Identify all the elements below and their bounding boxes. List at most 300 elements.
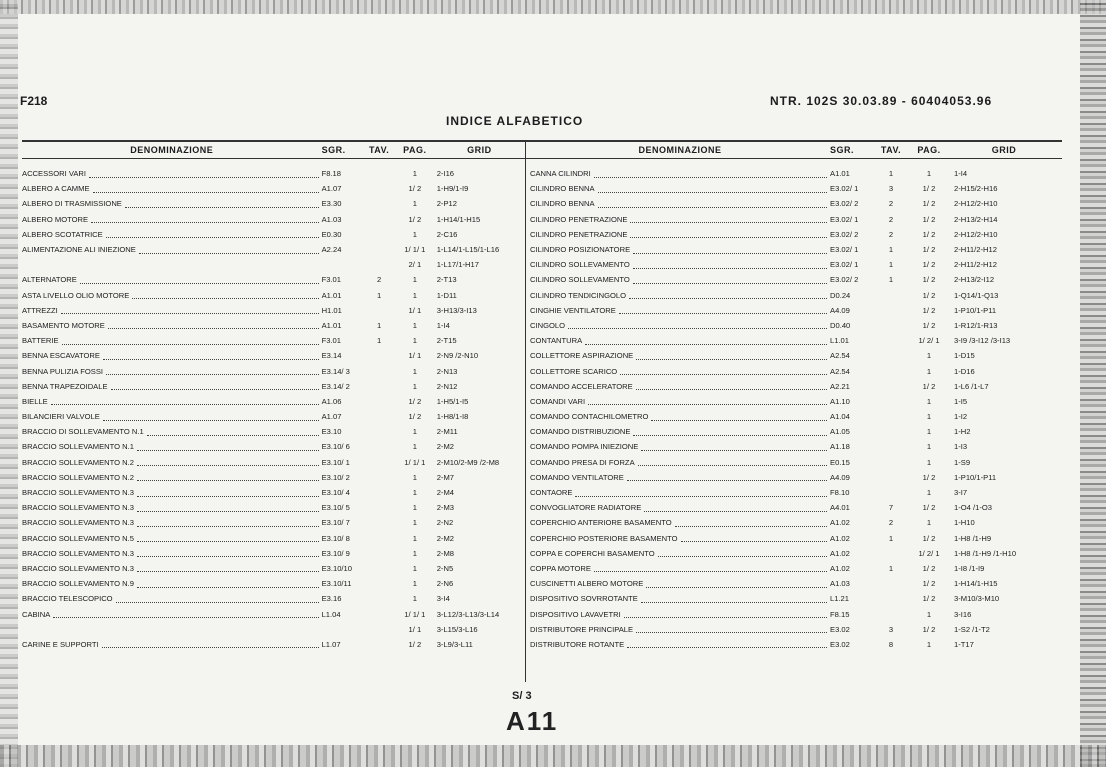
part-name: COPPA MOTORE [530, 563, 591, 573]
index-row [22, 500, 522, 515]
part-name: BRACCIO SOLLEVAMENTO N.3 [22, 548, 134, 558]
grid-ref: 2-H11/2-H12 [954, 245, 997, 255]
index-row [22, 227, 522, 242]
part-name: BENNA ESCAVATORE [22, 351, 100, 361]
dot-leader [594, 170, 827, 178]
part-name-cell [22, 488, 322, 497]
grid-ref: 1-L14/1-L15/1-L16 [436, 245, 500, 255]
part-name: COPERCHIO POSTERIORE BASAMENTO [530, 533, 678, 543]
page-ref: 1 [412, 275, 417, 285]
page-ref: 1/ 2 [922, 290, 936, 300]
dot-leader [116, 595, 319, 603]
part-name: ALTERNATORE [22, 275, 77, 285]
page-ref: 1/ 2 [922, 381, 936, 391]
part-name: COPERCHIO ANTERIORE BASAMENTO [530, 518, 672, 528]
index-row [530, 515, 1060, 530]
part-name-cell [530, 427, 830, 436]
part-name-cell [530, 549, 830, 558]
index-row [530, 591, 1060, 606]
group-code: E3.10/ 2 [321, 472, 350, 482]
index-row [22, 394, 522, 409]
part-name: BILANCIERI VALVOLE [22, 412, 100, 422]
grid-ref: 2-T13 [436, 275, 457, 285]
grid-ref: 1-I2 [954, 412, 968, 422]
document-reference: NTR. 102S 30.03.89 - 60404053.96 [770, 94, 993, 108]
part-name-cell [22, 351, 322, 360]
table-number: 1 [888, 169, 894, 179]
index-row [22, 424, 522, 439]
group-code: F3.01 [321, 275, 341, 285]
header-sgr: SGR. [830, 145, 855, 155]
grid-ref: 3-L12/3-L13/3-L14 [436, 609, 500, 619]
grid-ref: 2-M2 [436, 533, 455, 543]
header-tav: TAV. [880, 145, 902, 155]
group-code: E3.30 [321, 199, 342, 209]
index-row [22, 333, 522, 348]
page-ref: 1 [926, 442, 932, 452]
dot-leader [139, 246, 319, 254]
header-grid: GRID [991, 145, 1017, 155]
group-code: A1.01 [321, 290, 342, 300]
page-ref: 1 [412, 472, 417, 482]
grid-ref: 2-M11 [436, 427, 458, 437]
table-number: 1 [888, 563, 894, 573]
page-ref: 1/ 2 [922, 579, 936, 589]
dot-leader [137, 443, 319, 451]
page-ref: 1/ 2 [922, 320, 936, 330]
dot-leader [137, 580, 319, 588]
page-ref: 1 [412, 518, 417, 528]
index-row [530, 500, 1060, 515]
dot-leader [636, 625, 827, 633]
page-ref: 1 [412, 290, 417, 300]
page-ref: 1 [412, 548, 417, 558]
group-code: E3.02/ 1 [830, 260, 859, 270]
part-name: CABINA [22, 609, 51, 619]
group-code: E3.02/ 2 [830, 199, 859, 209]
page-title: INDICE ALFABETICO [446, 114, 584, 128]
grid-ref: 1-P10/1-P11 [954, 305, 997, 315]
dot-leader [636, 352, 827, 360]
page-ref: 1 [926, 488, 932, 498]
part-name-cell [22, 291, 322, 300]
table-number: 1 [888, 245, 894, 255]
grid-ref: 2-N5 [436, 563, 454, 573]
dot-leader [627, 640, 827, 648]
dot-leader [51, 397, 319, 405]
dot-leader [103, 352, 319, 360]
page-ref: 1 [926, 351, 932, 361]
grid-ref: 1-D11 [436, 290, 457, 300]
grid-ref: 1-H5/1-I5 [436, 396, 469, 406]
group-code: E3.10/ 6 [321, 442, 350, 452]
dot-leader [633, 246, 827, 254]
dot-leader [620, 367, 827, 375]
table-number: 1 [888, 260, 894, 270]
page-ref: 1 [412, 336, 417, 346]
part-name: ALBERO MOTORE [22, 214, 89, 224]
part-name: BASAMENTO MOTORE [22, 320, 105, 330]
part-name-cell [530, 336, 830, 345]
index-row [530, 242, 1060, 257]
page-ref: 1/ 1 [408, 351, 422, 361]
table-number: 2 [888, 199, 894, 209]
part-name: BRACCIO SOLLEVAMENTO N.2 [22, 472, 134, 482]
group-code: A2.21 [830, 381, 850, 391]
page-ref: 2/ 1 [408, 260, 422, 270]
index-row [22, 242, 522, 257]
index-row [22, 257, 522, 272]
table-number: 1 [888, 533, 894, 543]
page-ref: 1 [412, 488, 417, 498]
part-name-cell [530, 564, 830, 573]
index-row [530, 257, 1060, 272]
dot-leader [627, 473, 827, 481]
grid-ref: 2-N2 [436, 518, 454, 528]
document-code: F218 [20, 94, 48, 108]
page-ref: 1/ 1 [408, 305, 422, 315]
grid-ref: 2-H12/2-H10 [954, 229, 998, 239]
group-code: A1.04 [830, 412, 850, 422]
part-name: CILINDRO PENETRAZIONE [530, 229, 628, 239]
group-code: F8.18 [321, 169, 341, 179]
part-name-cell [530, 488, 830, 497]
part-name: CONTANTURA [530, 336, 583, 346]
grid-ref: 3-L9/3-L11 [436, 639, 473, 649]
index-row [22, 196, 522, 211]
index-row [530, 394, 1060, 409]
group-code: A1.18 [830, 442, 850, 452]
index-row [22, 576, 522, 591]
dot-leader [638, 458, 827, 466]
index-left-column [22, 142, 522, 652]
right-rows [530, 166, 1060, 652]
part-name: BIELLE [22, 396, 48, 406]
table-number: 2 [377, 275, 382, 285]
grid-ref: 1-H9/1-I9 [436, 184, 469, 194]
index-row [22, 409, 522, 424]
group-code: E3.10/ 5 [321, 503, 350, 513]
grid-ref: 1-H8 /1-H9 [954, 533, 992, 543]
page-ref: 1 [926, 427, 932, 437]
part-name: BENNA TRAPEZOIDALE [22, 381, 108, 391]
index-row [22, 531, 522, 546]
group-code: A1.03 [830, 579, 850, 589]
grid-ref: 3-L15/3-L16 [436, 624, 478, 634]
dot-leader [137, 519, 319, 527]
page-ref: 1 [926, 518, 932, 528]
page-ref: 1 [412, 381, 417, 391]
grid-ref: 1-Q14/1-Q13 [954, 290, 999, 300]
part-name-cell [22, 382, 322, 391]
group-code: F8.10 [830, 488, 850, 498]
group-code: E3.10/10 [321, 563, 352, 573]
part-name-cell [530, 351, 830, 360]
dot-leader [125, 200, 319, 208]
part-name: BRACCIO SOLLEVAMENTO N.3 [22, 503, 134, 513]
dot-leader [598, 200, 827, 208]
part-name: DISPOSITIVO SOVRROTANTE [530, 594, 638, 604]
header-denominazione: DENOMINAZIONE [638, 145, 722, 155]
part-name-cell [530, 169, 830, 178]
dot-leader [630, 230, 827, 238]
part-name: CILINDRO BENNA [530, 184, 595, 194]
group-code: A1.01 [321, 320, 342, 330]
grid-ref: 3-I9 /3-I12 /3-I13 [954, 336, 1011, 346]
part-name-cell [22, 306, 322, 315]
page-ref: 1/ 2 [408, 639, 422, 649]
part-name: BRACCIO SOLLEVAMENTO N.9 [22, 579, 134, 589]
part-name-cell [22, 458, 322, 467]
dot-leader [103, 413, 319, 421]
group-code: L1.07 [321, 639, 341, 649]
dot-leader [675, 519, 827, 527]
page-ref: 1/ 2 [922, 199, 936, 209]
page-ref: 1/ 2 [922, 503, 936, 513]
page-ref: 1/ 2 [922, 214, 936, 224]
grid-ref: 1-H10 [954, 518, 975, 528]
part-name: COPPA E COPERCHI BASAMENTO [530, 548, 655, 558]
group-code: L1.21 [830, 594, 850, 604]
part-name: CILINDRO SOLLEVAMENTO [530, 260, 630, 270]
part-name-cell [22, 412, 322, 421]
part-name-cell [530, 275, 830, 284]
group-code: A1.02 [830, 563, 850, 573]
scan-border-top [0, 0, 1106, 14]
group-code: E3.02 [830, 639, 850, 649]
dot-leader [62, 337, 319, 345]
dot-leader [594, 564, 827, 572]
group-code: A1.01 [830, 169, 850, 179]
part-name: BRACCIO SOLLEVAMENTO N.1 [22, 442, 134, 452]
page-ref: 1/ 2 [922, 184, 936, 194]
grid-ref: 2-H11/2-H12 [954, 260, 997, 270]
index-row [22, 272, 522, 287]
page-ref: 1/ 1/ 1 [404, 457, 426, 467]
table-number: 7 [888, 503, 894, 513]
page-ref: 1 [926, 366, 932, 376]
dot-leader [132, 291, 318, 299]
page-ref: 1 [926, 396, 932, 406]
dot-leader [137, 489, 319, 497]
grid-ref: 2-M2 [436, 442, 455, 452]
part-name-cell [22, 534, 322, 543]
part-name-cell [530, 199, 830, 208]
group-code: E3.10/ 1 [321, 457, 350, 467]
page-ref: 1/ 2/ 1 [918, 548, 940, 558]
group-code: E3.02/ 2 [830, 275, 859, 285]
dot-leader [102, 640, 319, 648]
group-code: A2.54 [830, 366, 850, 376]
group-code: A1.02 [830, 548, 850, 558]
part-name: CONTAORE [530, 488, 573, 498]
dot-leader [624, 610, 827, 618]
part-name-cell [22, 579, 322, 588]
grid-ref: 1-D15 [954, 351, 975, 361]
part-name-cell [530, 610, 830, 619]
page-ref: 1/ 1/ 1 [404, 609, 426, 619]
page-ref: 1/ 2 [922, 624, 936, 634]
part-name: BATTERIE [22, 336, 59, 346]
dot-leader [137, 458, 319, 466]
grid-ref: 1-L6 /1-L7 [954, 381, 989, 391]
grid-ref: 1-O4 /1-O3 [954, 503, 992, 513]
index-row [22, 166, 522, 181]
grid-ref: 1-T17 [954, 639, 974, 649]
grid-ref: 1-I4 [954, 169, 968, 179]
group-code: A1.02 [830, 533, 850, 543]
index-row [530, 212, 1060, 227]
page-ref: 1 [412, 427, 417, 437]
group-code: H1.01 [321, 305, 342, 315]
page-ref: 1 [412, 199, 417, 209]
part-name: BENNA PULIZIA FOSSI [22, 366, 104, 376]
group-code: L1.04 [321, 609, 341, 619]
part-name-cell [530, 291, 830, 300]
index-row [22, 363, 522, 378]
table-number: 1 [888, 275, 894, 285]
group-code: E0.15 [830, 457, 850, 467]
part-name-cell [22, 215, 322, 224]
part-name: CILINDRO BENNA [530, 199, 595, 209]
part-name: COMANDO CONTACHILOMETRO [530, 412, 649, 422]
part-name-cell [22, 367, 322, 376]
group-code: A2.24 [321, 245, 342, 255]
dot-leader [641, 595, 827, 603]
part-name-cell [530, 184, 830, 193]
part-name: COMANDI VARI [530, 396, 586, 406]
grid-ref: 2-N12 [436, 381, 458, 391]
dot-leader [585, 337, 827, 345]
group-code: E3.02/ 1 [830, 214, 859, 224]
part-name: CINGOLO [530, 320, 566, 330]
part-name: CILINDRO POSIZIONATORE [530, 245, 631, 255]
dot-leader [80, 276, 319, 284]
index-row [530, 606, 1060, 621]
dot-leader [137, 504, 319, 512]
part-name-cell [530, 640, 830, 649]
header-denominazione: DENOMINAZIONE [130, 145, 214, 155]
dot-leader [137, 549, 319, 557]
dot-leader [137, 473, 319, 481]
dot-leader [651, 413, 827, 421]
index-row [22, 181, 522, 196]
group-code: F8.15 [830, 609, 850, 619]
part-name-cell [22, 336, 322, 345]
left-column-header [22, 142, 522, 158]
grid-ref: 1-H14/1-H15 [954, 579, 998, 589]
table-number: 3 [888, 184, 894, 194]
group-code: E3.14/ 3 [321, 366, 350, 376]
part-name: COLLETTORE SCARICO [530, 366, 618, 376]
index-row [22, 455, 522, 470]
part-name-cell [530, 412, 830, 421]
grid-ref: 2-M10/2-M9 /2-M8 [436, 457, 500, 467]
dot-leader [575, 489, 827, 497]
header-sgr: SGR. [321, 145, 346, 155]
grid-ref: 1-H14/1-H15 [436, 214, 481, 224]
dot-leader [633, 276, 827, 284]
dot-leader [681, 534, 827, 542]
page-ref: 1/ 2 [408, 214, 422, 224]
grid-ref: 2-H13/2-H14 [954, 214, 998, 224]
part-name-cell [530, 442, 830, 451]
page-ref: 1 [412, 366, 417, 376]
page-ref: 1 [926, 412, 932, 422]
index-row [22, 318, 522, 333]
dot-leader [111, 382, 319, 390]
part-name-cell [530, 230, 830, 239]
dot-leader [137, 534, 319, 542]
part-name: BRACCIO SOLLEVAMENTO N.3 [22, 563, 134, 573]
index-row [530, 333, 1060, 348]
page-ref: 1/ 2/ 1 [918, 336, 940, 346]
group-code: E3.10/ 8 [321, 533, 350, 543]
page-ref: 1/ 2 [408, 396, 422, 406]
grid-ref: 2-T15 [436, 336, 457, 346]
grid-ref: 2-M8 [436, 548, 455, 558]
index-row [530, 272, 1060, 287]
part-name: BRACCIO DI SOLLEVAMENTO N.1 [22, 427, 144, 437]
group-code: E3.02/ 1 [830, 245, 859, 255]
group-code: E3.16 [321, 594, 342, 604]
part-name: BRACCIO SOLLEVAMENTO N.3 [22, 518, 134, 528]
part-name: COMANDO POMPA INIEZIONE [530, 442, 639, 452]
page-ref: 1/ 1/ 1 [404, 245, 426, 255]
index-row [530, 318, 1060, 333]
index-row [22, 439, 522, 454]
dot-leader [106, 367, 319, 375]
part-name-cell [22, 184, 322, 193]
part-name: DISTRIBUTORE PRINCIPALE [530, 624, 634, 634]
grid-ref: 1-H8/1-I8 [436, 412, 469, 422]
part-name: ALIMENTAZIONE ALI INIEZIONE [22, 245, 136, 255]
index-row [530, 348, 1060, 363]
grid-ref: 1-L17/1-H17 [436, 260, 479, 270]
part-name-cell [530, 518, 830, 527]
part-name-cell [530, 367, 830, 376]
group-code: E3.10/ 7 [321, 518, 350, 528]
index-row [22, 303, 522, 318]
part-name-cell [22, 503, 322, 512]
index-row [530, 409, 1060, 424]
page-ref: 1 [412, 594, 417, 604]
scan-border-left [0, 0, 18, 767]
part-name-cell [22, 230, 322, 239]
grid-ref: 2-H15/2-H16 [954, 184, 998, 194]
part-name: ASTA LIVELLO OLIO MOTORE [22, 290, 130, 300]
group-code: E3.02/ 1 [830, 184, 859, 194]
page-ref: 1/ 2 [922, 275, 936, 285]
dot-leader [91, 215, 318, 223]
part-name-cell [530, 215, 830, 224]
part-name: ALBERO DI TRASMISSIONE [22, 199, 122, 209]
group-code: E3.14 [321, 351, 342, 361]
index-row [22, 591, 522, 606]
group-code: F3.01 [321, 336, 341, 346]
dot-leader [89, 170, 319, 178]
grid-ref: 1-S2 /1-T2 [954, 624, 990, 634]
page-ref: 1/ 2 [922, 472, 936, 482]
group-code: A1.10 [830, 396, 850, 406]
part-name-cell [22, 321, 322, 330]
section-mark: A11 [506, 706, 559, 736]
table-number: 1 [377, 336, 382, 346]
scan-border-bottom [0, 745, 1106, 767]
index-row [530, 181, 1060, 196]
left-rows [22, 166, 522, 652]
part-name-cell [22, 245, 322, 254]
